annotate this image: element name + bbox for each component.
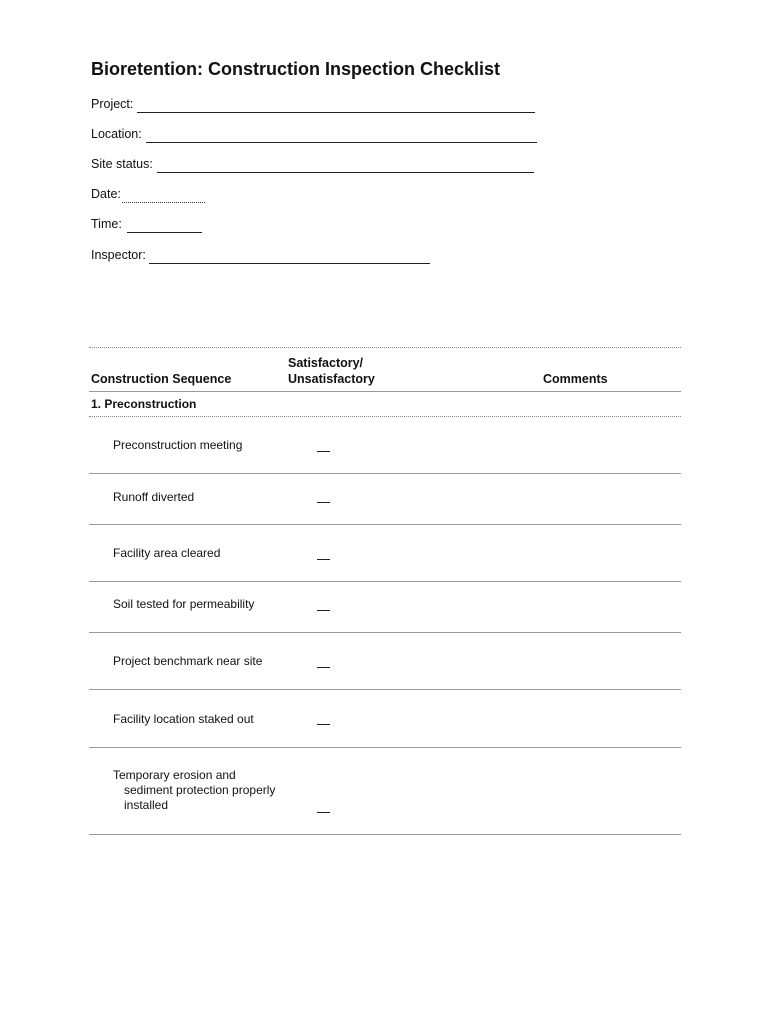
status-blank-facility-location-staked[interactable] xyxy=(317,724,330,725)
project-label: Project: xyxy=(91,97,134,111)
status-blank-soil-tested[interactable] xyxy=(317,610,330,611)
row-label-project-benchmark: Project benchmark near site xyxy=(113,654,263,668)
header-satisfactory-line1: Satisfactory/ xyxy=(288,356,364,370)
project-field[interactable] xyxy=(91,97,541,113)
date-input-line[interactable] xyxy=(122,202,205,203)
site-status-input-line[interactable] xyxy=(157,172,534,173)
status-blank-project-benchmark[interactable] xyxy=(317,667,330,668)
row-divider xyxy=(89,747,681,748)
row-label-soil-tested: Soil tested for permeability xyxy=(113,597,255,611)
date-label: Date: xyxy=(91,187,121,201)
section-preconstruction: 1. Preconstruction xyxy=(91,397,197,411)
page-title: Bioretention: Construction Inspection Checklist xyxy=(91,59,501,79)
location-input-line[interactable] xyxy=(146,142,537,143)
section-rule xyxy=(89,416,681,417)
location-label: Location: xyxy=(91,127,142,141)
row-label-facility-location-staked: Facility location staked out xyxy=(113,712,254,726)
row-label-temporary-erosion-line2: sediment protection properly xyxy=(124,783,276,797)
row-label-temporary-erosion-line3: installed xyxy=(124,798,169,812)
site-status-label: Site status: xyxy=(91,157,153,171)
status-blank-facility-area-cleared[interactable] xyxy=(317,559,330,560)
row-divider xyxy=(89,689,681,690)
status-blank-temporary-erosion[interactable] xyxy=(317,812,330,813)
row-label-runoff-diverted: Runoff diverted xyxy=(113,490,195,504)
row-label-facility-area-cleared: Facility area cleared xyxy=(113,546,221,560)
inspector-input-line[interactable] xyxy=(149,263,430,264)
table-header-rule xyxy=(89,391,681,392)
time-label: Time: xyxy=(91,217,122,231)
header-satisfactory xyxy=(288,355,375,387)
row-divider xyxy=(89,524,681,525)
status-blank-runoff-diverted[interactable] xyxy=(317,502,330,503)
location-field[interactable] xyxy=(91,127,541,143)
status-blank-preconstruction-meeting[interactable] xyxy=(317,451,330,452)
row-divider xyxy=(89,473,681,474)
time-field[interactable] xyxy=(91,217,211,233)
header-comments: Comments xyxy=(543,372,608,386)
row-label-temporary-erosion-line1: Temporary erosion and xyxy=(113,768,236,782)
inspector-field[interactable] xyxy=(91,248,436,264)
row-label-preconstruction-meeting: Preconstruction meeting xyxy=(113,438,243,452)
time-input-line[interactable] xyxy=(127,232,202,233)
date-field[interactable] xyxy=(91,187,211,203)
row-divider xyxy=(89,632,681,633)
header-satisfactory-line2: Unsatisfactory xyxy=(288,372,375,386)
site-status-field[interactable] xyxy=(91,157,541,173)
table-bottom-rule xyxy=(89,834,681,835)
inspector-label: Inspector: xyxy=(91,248,146,262)
table-top-rule xyxy=(89,347,681,348)
project-input-line[interactable] xyxy=(137,112,535,113)
row-divider xyxy=(89,581,681,582)
header-construction-sequence: Construction Sequence xyxy=(91,372,232,386)
row-label-temporary-erosion xyxy=(113,768,275,813)
